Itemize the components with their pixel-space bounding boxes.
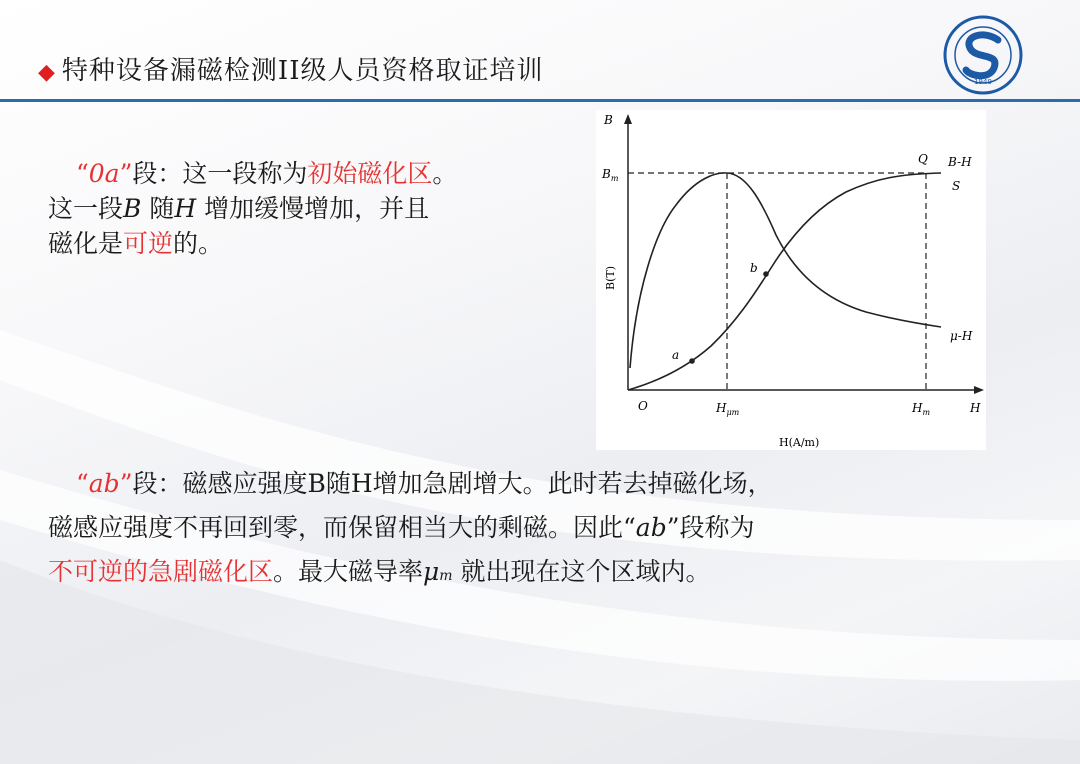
point-b (763, 271, 769, 277)
label-bh: B-H (948, 155, 972, 169)
university-logo (934, 14, 1032, 96)
slide-header (0, 0, 1080, 104)
svg-text:Bm: $B_m$ (602, 167, 619, 183)
para1-line3: 磁化是可逆的。 (48, 229, 224, 258)
y-title: B(T) (604, 265, 617, 291)
x-axis-label: H (970, 401, 981, 415)
label-b: b (750, 261, 758, 275)
slide-title (38, 50, 543, 87)
logo-year: 1949 (974, 78, 992, 86)
svg-text:Hm: $H_m$ (912, 401, 931, 417)
header-rule (0, 99, 1080, 102)
para2-line2: 磁感应强度不再回到零，而保留相当大的剩磁。因此“ab”段称为 (48, 513, 755, 542)
para2-line3: 不可逆的急剧磁化区。最大磁导率μm 就出现在这个区域内。 (48, 557, 711, 586)
para1-line2: 这一段B 随H 增加缓慢增加，并且 (48, 194, 430, 223)
label-a: a (672, 348, 680, 362)
point-a (689, 358, 695, 364)
para1-line1: “0a”段：这一段称为初始磁化区。 (76, 159, 458, 188)
x-title: H(A/m) (779, 436, 820, 449)
label-q: Q (918, 152, 928, 166)
origin-label: O (638, 399, 648, 413)
svg-text:Hμm: $H_{\mu m}$ (716, 401, 740, 417)
y-axis-label: B (604, 113, 613, 127)
bh-curve-figure (596, 110, 986, 450)
mu-h-curve (630, 173, 941, 368)
label-muh: μ-H (950, 329, 973, 343)
paragraph-0a (48, 156, 588, 261)
para2-line1: “ab”段：磁感应强度B随H增加急剧增大。此时若去掉磁化场， (76, 469, 773, 498)
title-text: 特种设备漏磁检测II级人员资格取证培训 (61, 56, 544, 86)
label-s: S (952, 179, 961, 193)
diamond-bullet-icon: ◆ (38, 60, 56, 85)
paragraph-ab (48, 462, 1048, 598)
